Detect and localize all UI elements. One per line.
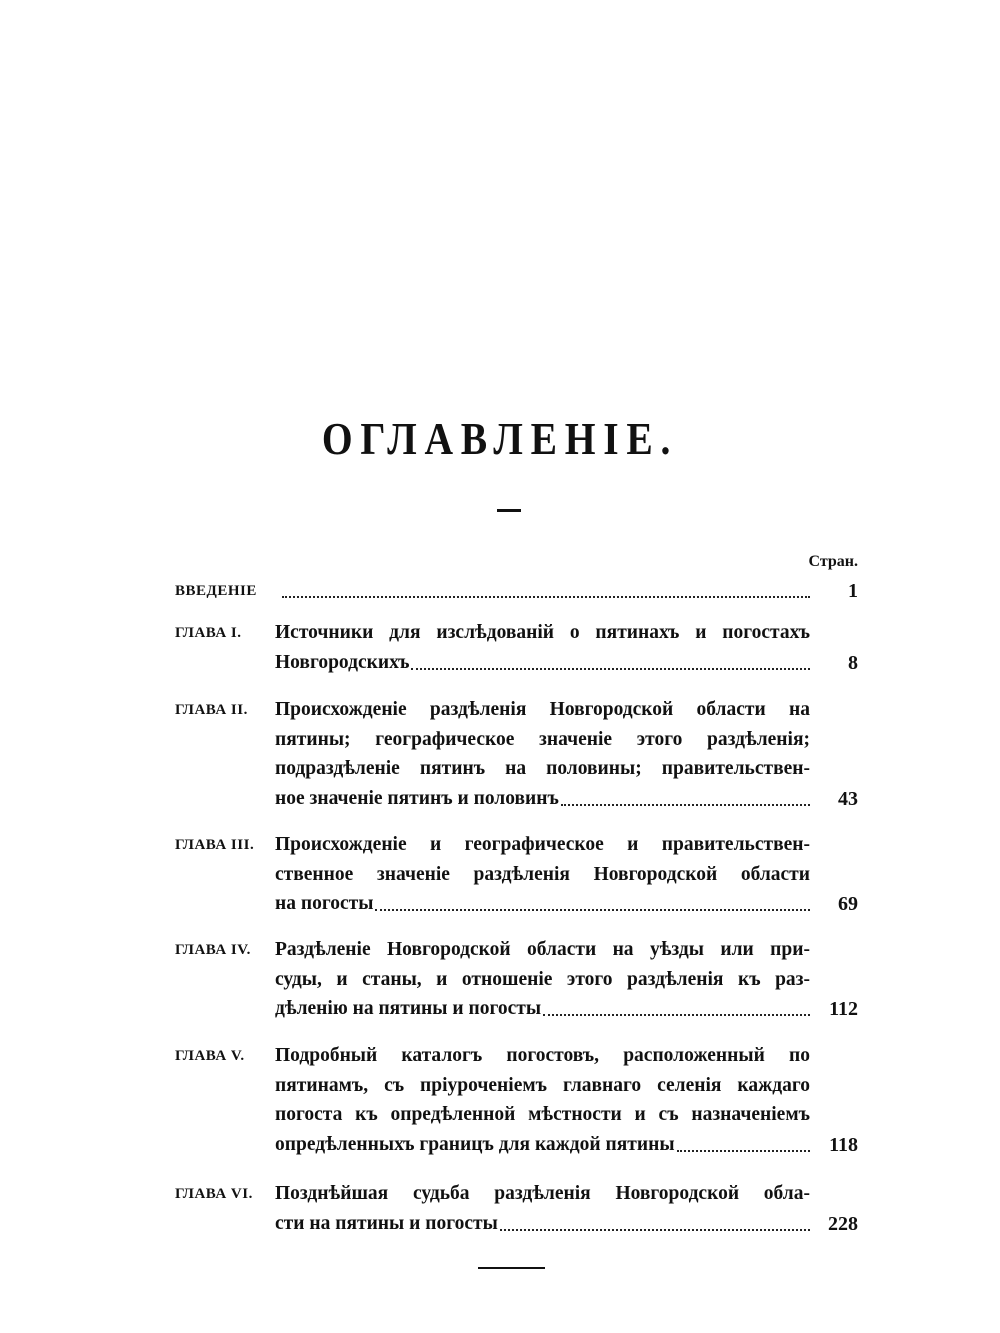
entry-line: ственное значеніе раздѣленія Новгородской области	[275, 863, 810, 885]
entry-line: Происхожденіе раздѣленія Новгородской области на	[275, 699, 810, 720]
dot-leader	[411, 648, 810, 670]
entry-line	[275, 994, 810, 1024]
page-column-header: Стран.	[808, 553, 858, 570]
title-divider	[497, 509, 521, 512]
chapter-label: ГЛАВА VI.	[175, 1186, 253, 1202]
entry-line	[275, 889, 810, 919]
dot-leader	[561, 784, 810, 806]
page-number: 118	[829, 1133, 858, 1156]
chapter-label: ГЛАВА V.	[175, 1048, 245, 1064]
entry-line	[275, 648, 810, 678]
entry-text: сти на пятины и погосты	[275, 1212, 498, 1234]
chapter-label: ВВЕДЕНІЕ	[175, 583, 257, 599]
page-number: 228	[828, 1212, 858, 1235]
bottom-rule	[478, 1267, 545, 1269]
dot-leader	[282, 576, 810, 598]
dot-leader	[375, 889, 810, 911]
entry-line: Раздѣленіе Новгородской области на уѣзды или при-	[275, 939, 810, 960]
chapter-label: ГЛАВА IV.	[175, 942, 251, 958]
entry-line: пятины; географическое значеніе этого раздѣленія;	[275, 728, 810, 750]
entry-line	[275, 1209, 810, 1239]
entry-line: погоста къ опредѣленной мѣстности и съ назначеніемъ	[275, 1104, 810, 1125]
entry-line: Подробный каталогъ погостовъ, расположенный по	[275, 1045, 810, 1066]
entry-line: пятинамъ, съ пріуроченіемъ главнаго селенія каждаго	[275, 1074, 810, 1096]
entry-line	[275, 1130, 810, 1160]
entry-line: подраздѣленіе пятинъ на половины; правительствен-	[275, 758, 810, 779]
entry-line	[275, 784, 810, 814]
page-number: 43	[838, 787, 858, 810]
page-number: 69	[838, 893, 858, 915]
chapter-label: ГЛАВА II.	[175, 702, 248, 718]
entry-text: на погосты	[275, 893, 374, 914]
entry-text: дѣленію на пятины и погосты	[275, 998, 542, 1019]
entry-text: Новгородскихъ	[275, 651, 410, 673]
entry-line: Источники для изслѣдованій о пятинахъ и погостахъ	[275, 622, 810, 643]
entry-line: суды, и станы, и отношеніе этого раздѣленія къ раз-	[275, 968, 810, 990]
dot-leader	[543, 994, 810, 1016]
page-number: 8	[848, 651, 858, 674]
page-number: 112	[829, 998, 858, 1020]
dot-leader	[677, 1130, 810, 1152]
page-title: ОГЛАВЛЕНІЕ.	[321, 413, 679, 464]
chapter-label: ГЛАВА III.	[175, 837, 255, 853]
entry-line: Позднѣйшая судьба раздѣленія Новгородской обла-	[275, 1183, 810, 1204]
page-number: 1	[848, 580, 858, 602]
entry-text: ное значеніе пятинъ и половинъ	[275, 787, 559, 809]
entry-line: Происхожденіе и географическое и правительствен-	[275, 834, 810, 855]
dot-leader	[500, 1209, 810, 1231]
chapter-label: ГЛАВА I.	[175, 625, 242, 641]
entry-text: опредѣленныхъ границъ для каждой пятины	[275, 1133, 675, 1155]
